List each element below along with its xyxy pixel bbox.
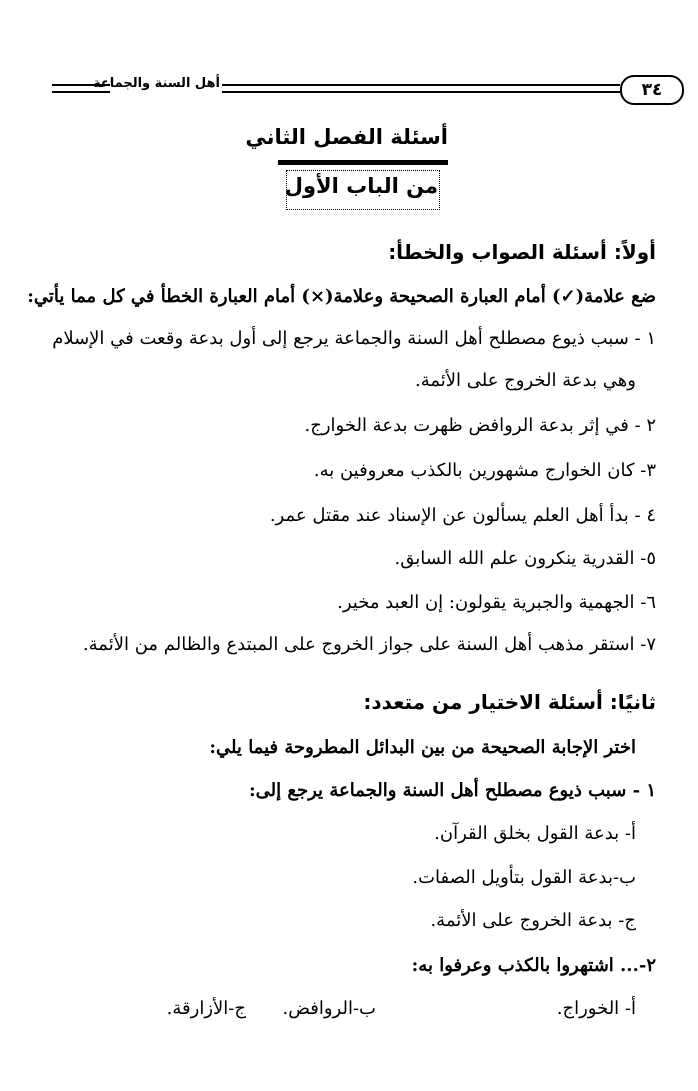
mcq-option: ب-بدعة القول بتأويل الصفات. <box>412 867 636 888</box>
tf-item: ٤ - بدأ أهل العلم يسألون عن الإسناد عند مقتل عمر. <box>269 505 656 526</box>
page-number: ٣٤ <box>620 75 684 105</box>
chapter-title: أسئلة الفصل الثاني <box>245 125 448 149</box>
mcq-option: أ- الخوراج. <box>556 998 636 1019</box>
tf-item: ٣- كان الخوارج مشهورين بالكذب معروفين به. <box>313 460 656 481</box>
mcq-option: ج-الأزارقة. <box>166 998 246 1019</box>
tf-item: ١ - سبب ذيوع مصطلح أهل السنة والجماعة يرجع إلى أول بدعة وقعت في الإسلام <box>52 328 656 349</box>
section2-instruction: اختر الإجابة الصحيحة من بين البدائل المطروحة فيما يلي: <box>209 737 636 758</box>
tf-item: ٧- استقر مذهب أهل السنة على جواز الخروج على المبتدع والظالم من الأئمة. <box>82 634 656 655</box>
mcq-question-stem: ١ - سبب ذيوع مصطلح أهل السنة والجماعة يرجع إلى: <box>249 780 656 801</box>
tf-item: ٥- القدرية ينكرون علم الله السابق. <box>394 548 656 569</box>
section1-instruction: ضع علامة(✓) أمام العبارة الصحيحة وعلامة(×) أمام العبارة الخطأ في كل مما يأتي: <box>27 286 656 307</box>
header-rule-right <box>222 84 620 93</box>
section2-heading: ثانيًا: أسئلة الاختيار من متعدد: <box>363 690 656 714</box>
mcq-option: ب-الروافض. <box>282 998 376 1019</box>
tf-item: ٢ - في إثر بدعة الروافض ظهرت بدعة الخوارج. <box>304 415 656 436</box>
mcq-question-stem: ٢-... اشتهروا بالكذب وعرفوا به: <box>411 955 656 976</box>
tf-item: ٦- الجهمية والجبرية يقولون: إن العبد مخير. <box>337 592 656 613</box>
mcq-option: ج- بدعة الخروج على الأئمة. <box>430 910 636 931</box>
chapter-subtitle: من الباب الأول <box>284 174 438 198</box>
section1-heading: أولاً: أسئلة الصواب والخطأ: <box>388 240 656 264</box>
mcq-option: أ- بدعة القول بخلق القرآن. <box>434 823 636 844</box>
chapter-title-underline <box>278 160 448 165</box>
tf-item-continuation: وهي بدعة الخروج على الأئمة. <box>414 370 636 391</box>
running-title: أهل السنة والجماعة <box>92 76 220 91</box>
